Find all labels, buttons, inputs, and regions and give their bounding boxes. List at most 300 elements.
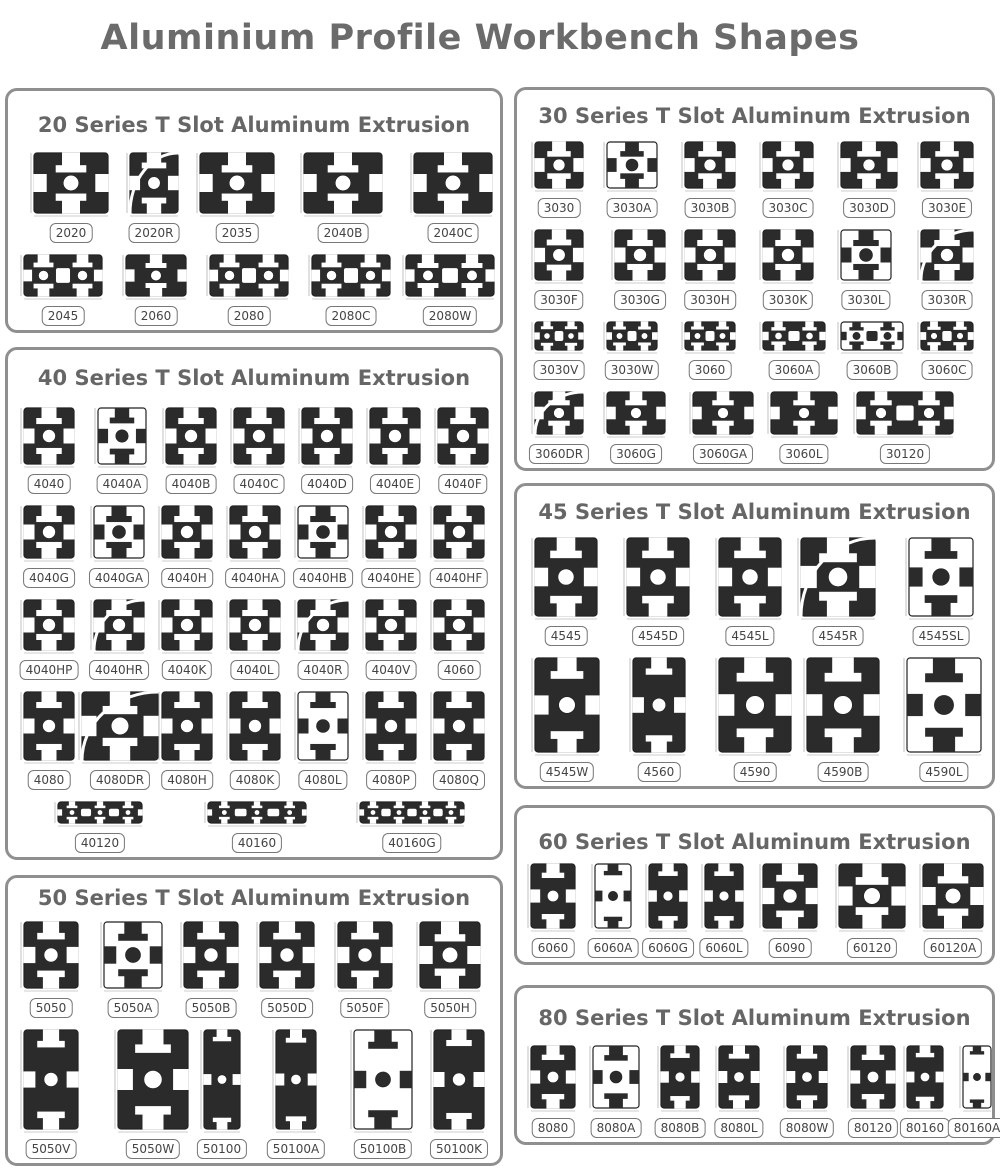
profile-drawing [757,136,819,194]
profile-item[interactable] [88,500,150,588]
profile-drawing [915,136,979,194]
profile-item[interactable] [52,796,148,853]
series-title: 45 Series T Slot Aluminum Extrusion [538,500,971,524]
profile-item[interactable] [428,1024,490,1159]
profile-drawing [801,652,885,758]
profile-code-label: 2060 [135,306,178,326]
profile-item[interactable] [224,500,286,588]
profile-item[interactable] [525,858,581,958]
profile-drawing [525,858,581,934]
profile-drawing [915,316,979,356]
profile-item[interactable] [713,652,797,782]
profile-drawing [601,386,671,440]
profile-item[interactable] [298,147,388,243]
profile-drawing [713,652,797,758]
profile-item[interactable] [228,402,290,494]
profile-item[interactable] [529,652,605,782]
profile-item[interactable] [757,316,831,380]
profile-item[interactable] [915,316,979,380]
profile-drawing [529,386,589,440]
profile-item[interactable] [953,1040,1000,1138]
profile-drawing [98,916,168,994]
profile-drawing [835,316,909,356]
profile-code-label: 4040A [97,474,148,494]
profile-code-label: 8080B [655,1118,706,1138]
profile-drawing [18,594,80,656]
profile-code-label: 2080C [326,306,377,326]
profile-item[interactable] [204,249,294,326]
profile-item[interactable] [178,916,244,1018]
profile-drawing [18,402,80,470]
profile-code-label: 4080Q [433,770,485,790]
profile-code-label: 3030F [534,290,583,310]
profile-code-label: 4040D [301,474,353,494]
profile-item[interactable] [529,386,589,464]
profile-code-label: 4560 [638,762,681,782]
profile-code-label: 5050F [340,998,389,1018]
profile-drawing [270,1024,322,1135]
profile-drawing [795,532,881,622]
profile-item[interactable] [917,858,989,958]
profile-drawing [601,136,663,194]
profile-drawing [156,594,218,656]
profile-code-label: 6060L [699,938,748,958]
profile-item[interactable] [757,136,819,218]
profile-drawing [699,858,749,934]
profile-code-label: 8080W [780,1118,834,1138]
profile-drawing [529,652,605,758]
profile-item[interactable] [18,249,108,326]
profile-code-label: 2080W [423,306,477,326]
profile-item[interactable] [98,916,168,1018]
profile-drawing [428,1024,490,1135]
profile-drawing [643,858,693,934]
profile-code-label: 2020 [50,223,93,243]
profile-item[interactable] [88,594,150,680]
profile-drawing [360,500,422,564]
profile-drawing [92,402,152,470]
profile-drawing [224,686,286,766]
profile-code-label: 3030V [534,360,585,380]
profile-drawing [204,249,294,302]
profile-item[interactable] [915,224,979,310]
profile-item[interactable] [354,796,470,853]
profile-item[interactable] [679,136,741,218]
profile-item[interactable] [428,594,490,680]
profile-code-label: 3030 [538,198,581,218]
profile-drawing [601,316,663,356]
profile-code-label: 4040 [28,474,71,494]
profile-drawing [851,386,959,440]
profile-item[interactable] [18,686,80,790]
profile-code-label: 3030W [605,360,659,380]
profile-code-label: 4080 [28,770,71,790]
profile-item[interactable] [202,796,312,853]
profile-item[interactable] [601,316,663,380]
profile-item[interactable] [757,224,819,310]
profile-item[interactable] [408,147,498,243]
profile-item[interactable] [781,1040,833,1138]
profile-drawing [408,147,498,219]
profile-item[interactable] [713,1040,765,1138]
profile-item[interactable] [713,532,787,646]
profile-item[interactable] [835,136,903,218]
profile-drawing [529,316,589,356]
profile-item[interactable] [332,916,398,1018]
profile-item[interactable] [601,386,671,464]
profile-item[interactable] [428,686,490,790]
profile-code-label: 4080DR [90,770,150,790]
profile-code-label: 4080H [161,770,213,790]
profile-item[interactable] [348,1024,418,1159]
profile-item[interactable] [254,916,320,1018]
profile-item[interactable] [601,136,663,218]
profile-item[interactable] [835,224,897,310]
profile-code-label: 4590B [818,762,869,782]
profile-code-label: 8080A [591,1118,642,1138]
profile-drawing [112,1024,194,1135]
page-title: Aluminium Profile Workbench Shapes [100,18,860,58]
profile-item[interactable] [627,652,691,782]
profile-item[interactable] [156,594,218,680]
profile-item[interactable] [529,224,589,310]
profile-code-label: 4040V [366,660,417,680]
profile-drawing [917,858,989,934]
profile-drawing [589,858,637,934]
series-title: 60 Series T Slot Aluminum Extrusion [538,830,971,854]
profile-item[interactable] [757,858,823,958]
profile-code-label: 6060G [642,938,694,958]
profile-drawing [655,1040,705,1114]
series-panel [514,483,995,789]
profile-drawing [364,402,426,470]
profile-item[interactable] [224,686,286,790]
profile-code-label: 50100A [267,1139,325,1159]
series-title: 40 Series T Slot Aluminum Extrusion [37,366,471,390]
profile-item[interactable] [160,402,222,494]
profile-item[interactable] [609,224,671,310]
profile-drawing [354,796,470,829]
profile-code-label: 4040HR [89,660,149,680]
profile-drawing [160,402,222,470]
profile-item[interactable] [845,1040,901,1138]
profile-code-label: 4545L [725,626,774,646]
profile-drawing [296,402,358,470]
profile-item[interactable] [525,1040,581,1138]
profile-code-label: 50100K [430,1139,488,1159]
profile-item[interactable] [400,249,500,326]
profile-code-label: 8080 [532,1118,575,1138]
profile-item[interactable] [529,532,603,646]
profile-drawing [915,224,979,286]
profile-item[interactable] [292,594,354,680]
profile-drawing [609,224,671,286]
profile-code-label: 3030R [922,290,973,310]
profile-code-label: 3030K [763,290,813,310]
profile-code-label: 3060DR [529,444,589,464]
profile-drawing [292,686,354,766]
profile-item[interactable] [360,500,422,588]
profile-code-label: 3060G [610,444,662,464]
profile-code-label: 4545SL [913,626,970,646]
profile-item[interactable] [92,402,152,494]
profile-drawing [529,136,589,194]
profile-drawing [88,594,150,656]
profile-drawing [360,686,422,766]
profile-item[interactable] [587,1040,645,1138]
profile-item[interactable] [643,858,693,958]
profile-code-label: 4040HP [20,660,79,680]
profile-drawing [428,686,490,766]
series-panel [5,88,503,333]
profile-item[interactable] [360,594,422,680]
profile-item[interactable] [292,500,354,588]
profile-item[interactable] [364,402,426,494]
profile-code-label: 5050W [126,1139,180,1159]
profile-code-label: 3030B [685,198,736,218]
profile-code-label: 6060 [532,938,575,958]
profile-drawing [525,1040,581,1114]
profile-drawing [757,858,823,934]
profile-drawing [529,532,603,622]
profile-item[interactable] [833,858,911,958]
profile-item[interactable] [414,916,486,1018]
profile-code-label: 3060GA [693,444,753,464]
profile-code-label: 2035 [216,223,259,243]
profile-code-label: 4040HF [430,568,488,588]
profile-drawing [757,316,831,356]
profile-code-label: 3030H [684,290,736,310]
profile-item[interactable] [801,652,885,782]
profile-item[interactable] [529,316,589,380]
profile-item[interactable] [795,532,881,646]
profile-code-label: 3060B [847,360,898,380]
profile-item[interactable] [292,686,354,790]
profile-drawing [332,916,398,994]
profile-drawing [587,1040,645,1114]
profile-drawing [292,500,354,564]
profile-code-label: 4040HB [293,568,353,588]
profile-item[interactable] [76,686,164,790]
profile-code-label: 3060A [769,360,820,380]
series-panel [514,985,1000,1145]
profile-code-label: 3060 [689,360,732,380]
profile-drawing [627,652,691,758]
series-panel [5,347,503,860]
profile-drawing [348,1024,418,1135]
profile-drawing [18,249,108,302]
profile-drawing [156,686,218,766]
profile-item[interactable] [224,594,286,680]
profile-item[interactable] [28,147,114,243]
profile-drawing [194,147,280,219]
profile-drawing [414,916,486,994]
profile-code-label: 4545D [632,626,684,646]
profile-item[interactable] [156,686,218,790]
profile-code-label: 60120A [924,938,982,958]
profile-item[interactable] [679,316,741,380]
profile-drawing [198,1024,246,1135]
profile-code-label: 2020R [129,223,180,243]
profile-code-label: 5050B [186,998,237,1018]
profile-drawing [298,147,388,219]
profile-item[interactable] [18,1024,84,1159]
profile-item[interactable] [18,500,80,588]
profile-drawing [52,796,148,829]
profile-item[interactable] [428,500,490,588]
series-title: 80 Series T Slot Aluminum Extrusion [538,1006,971,1030]
profile-item[interactable] [655,1040,705,1138]
profile-item[interactable] [296,402,358,494]
profile-item[interactable] [18,594,80,680]
profile-drawing [178,916,244,994]
profile-drawing [18,916,84,994]
profile-item[interactable] [432,402,494,494]
profile-code-label: 4040GA [89,568,149,588]
profile-code-label: 2045 [42,306,85,326]
profile-code-label: 4590L [919,762,968,782]
profile-drawing [679,136,741,194]
profile-code-label: 4040L [230,660,279,680]
series-title: 20 Series T Slot Aluminum Extrusion [37,113,471,137]
profile-drawing [713,532,787,622]
profile-item[interactable] [194,147,280,243]
profile-item[interactable] [589,858,637,958]
profile-code-label: 4040H [161,568,213,588]
profile-code-label: 80160A [948,1118,1000,1138]
series-panel [5,875,503,1166]
profile-code-label: 6090 [769,938,812,958]
profile-code-label: 3060L [779,444,828,464]
profile-code-label: 2080 [228,306,271,326]
profile-code-label: 6060A [588,938,639,958]
profile-drawing [765,386,843,440]
profile-item[interactable] [915,136,979,218]
profile-drawing [18,1024,84,1135]
profile-code-label: 50100B [354,1139,412,1159]
profile-drawing [428,594,490,656]
profile-drawing [400,249,500,302]
profile-code-label: 60120 [847,938,897,958]
profile-item[interactable] [306,249,396,326]
profile-code-label: 5050A [108,998,159,1018]
profile-code-label: 3030D [843,198,895,218]
series-title: 50 Series T Slot Aluminum Extrusion [37,886,471,910]
profile-item[interactable] [18,402,80,494]
profile-drawing [845,1040,901,1114]
profile-code-label: 4080K [230,770,280,790]
profile-item[interactable] [112,1024,194,1159]
profile-code-label: 30120 [880,444,930,464]
profile-item[interactable] [835,316,909,380]
profile-drawing [224,594,286,656]
profile-drawing [120,249,192,302]
profile-item[interactable] [360,686,422,790]
profile-drawing [228,402,290,470]
profile-code-label: 4545R [813,626,864,646]
profile-code-label: 5050H [424,998,476,1018]
profile-item[interactable] [901,1040,949,1138]
series-panel [514,87,995,471]
profile-drawing [957,1040,997,1114]
profile-code-label: 3030A [607,198,658,218]
profile-code-label: 5050V [26,1139,77,1159]
profile-item[interactable] [901,652,987,782]
series-panel [514,805,995,965]
profile-code-label: 4040K [162,660,212,680]
series-title: 30 Series T Slot Aluminum Extrusion [538,104,971,128]
profile-drawing [124,147,184,219]
profile-code-label: 4040C [234,474,285,494]
profile-drawing [428,500,490,564]
profile-code-label: 4545W [540,762,594,782]
profile-item[interactable] [851,386,959,464]
profile-item[interactable] [120,249,192,326]
profile-item[interactable] [679,224,741,310]
profile-item[interactable] [156,500,218,588]
profile-item[interactable] [699,858,749,958]
profile-drawing [835,224,897,286]
profile-item[interactable] [621,532,695,646]
profile-item[interactable] [765,386,843,464]
profile-drawing [292,594,354,656]
profile-code-label: 5050D [261,998,313,1018]
profile-code-label: 3030G [614,290,666,310]
profile-item[interactable] [18,916,84,1018]
profile-item[interactable] [270,1024,322,1159]
profile-code-label: 40120 [75,833,125,853]
profile-drawing [679,224,741,286]
profile-item[interactable] [903,532,979,646]
profile-item[interactable] [687,386,759,464]
profile-code-label: 5050 [30,998,73,1018]
profile-drawing [18,686,80,766]
profile-drawing [713,1040,765,1114]
profile-code-label: 3030L [841,290,890,310]
profile-item[interactable] [198,1024,246,1159]
profile-code-label: 4040B [166,474,217,494]
profile-code-label: 40160 [232,833,282,853]
profile-code-label: 2040C [428,223,479,243]
profile-code-label: 3060C [922,360,973,380]
profile-code-label: 8080L [714,1118,763,1138]
profile-drawing [156,500,218,564]
profile-code-label: 4545 [545,626,588,646]
profile-drawing [781,1040,833,1114]
profile-drawing [432,402,494,470]
profile-code-label: 4060 [438,660,481,680]
profile-drawing [679,316,741,356]
profile-item[interactable] [529,136,589,218]
profile-drawing [903,532,979,622]
profile-code-label: 4040R [298,660,349,680]
profile-drawing [202,796,312,829]
profile-drawing [901,1040,949,1114]
profile-code-label: 50100 [197,1139,247,1159]
profile-drawing [76,686,164,766]
profile-drawing [224,500,286,564]
profile-code-label: 3030C [763,198,814,218]
profile-drawing [88,500,150,564]
profile-drawing [28,147,114,219]
profile-drawing [621,532,695,622]
profile-drawing [360,594,422,656]
profile-code-label: 4040G [23,568,75,588]
profile-code-label: 2040B [318,223,369,243]
profile-item[interactable] [124,147,184,243]
profile-drawing [835,136,903,194]
profile-code-label: 4040E [370,474,420,494]
